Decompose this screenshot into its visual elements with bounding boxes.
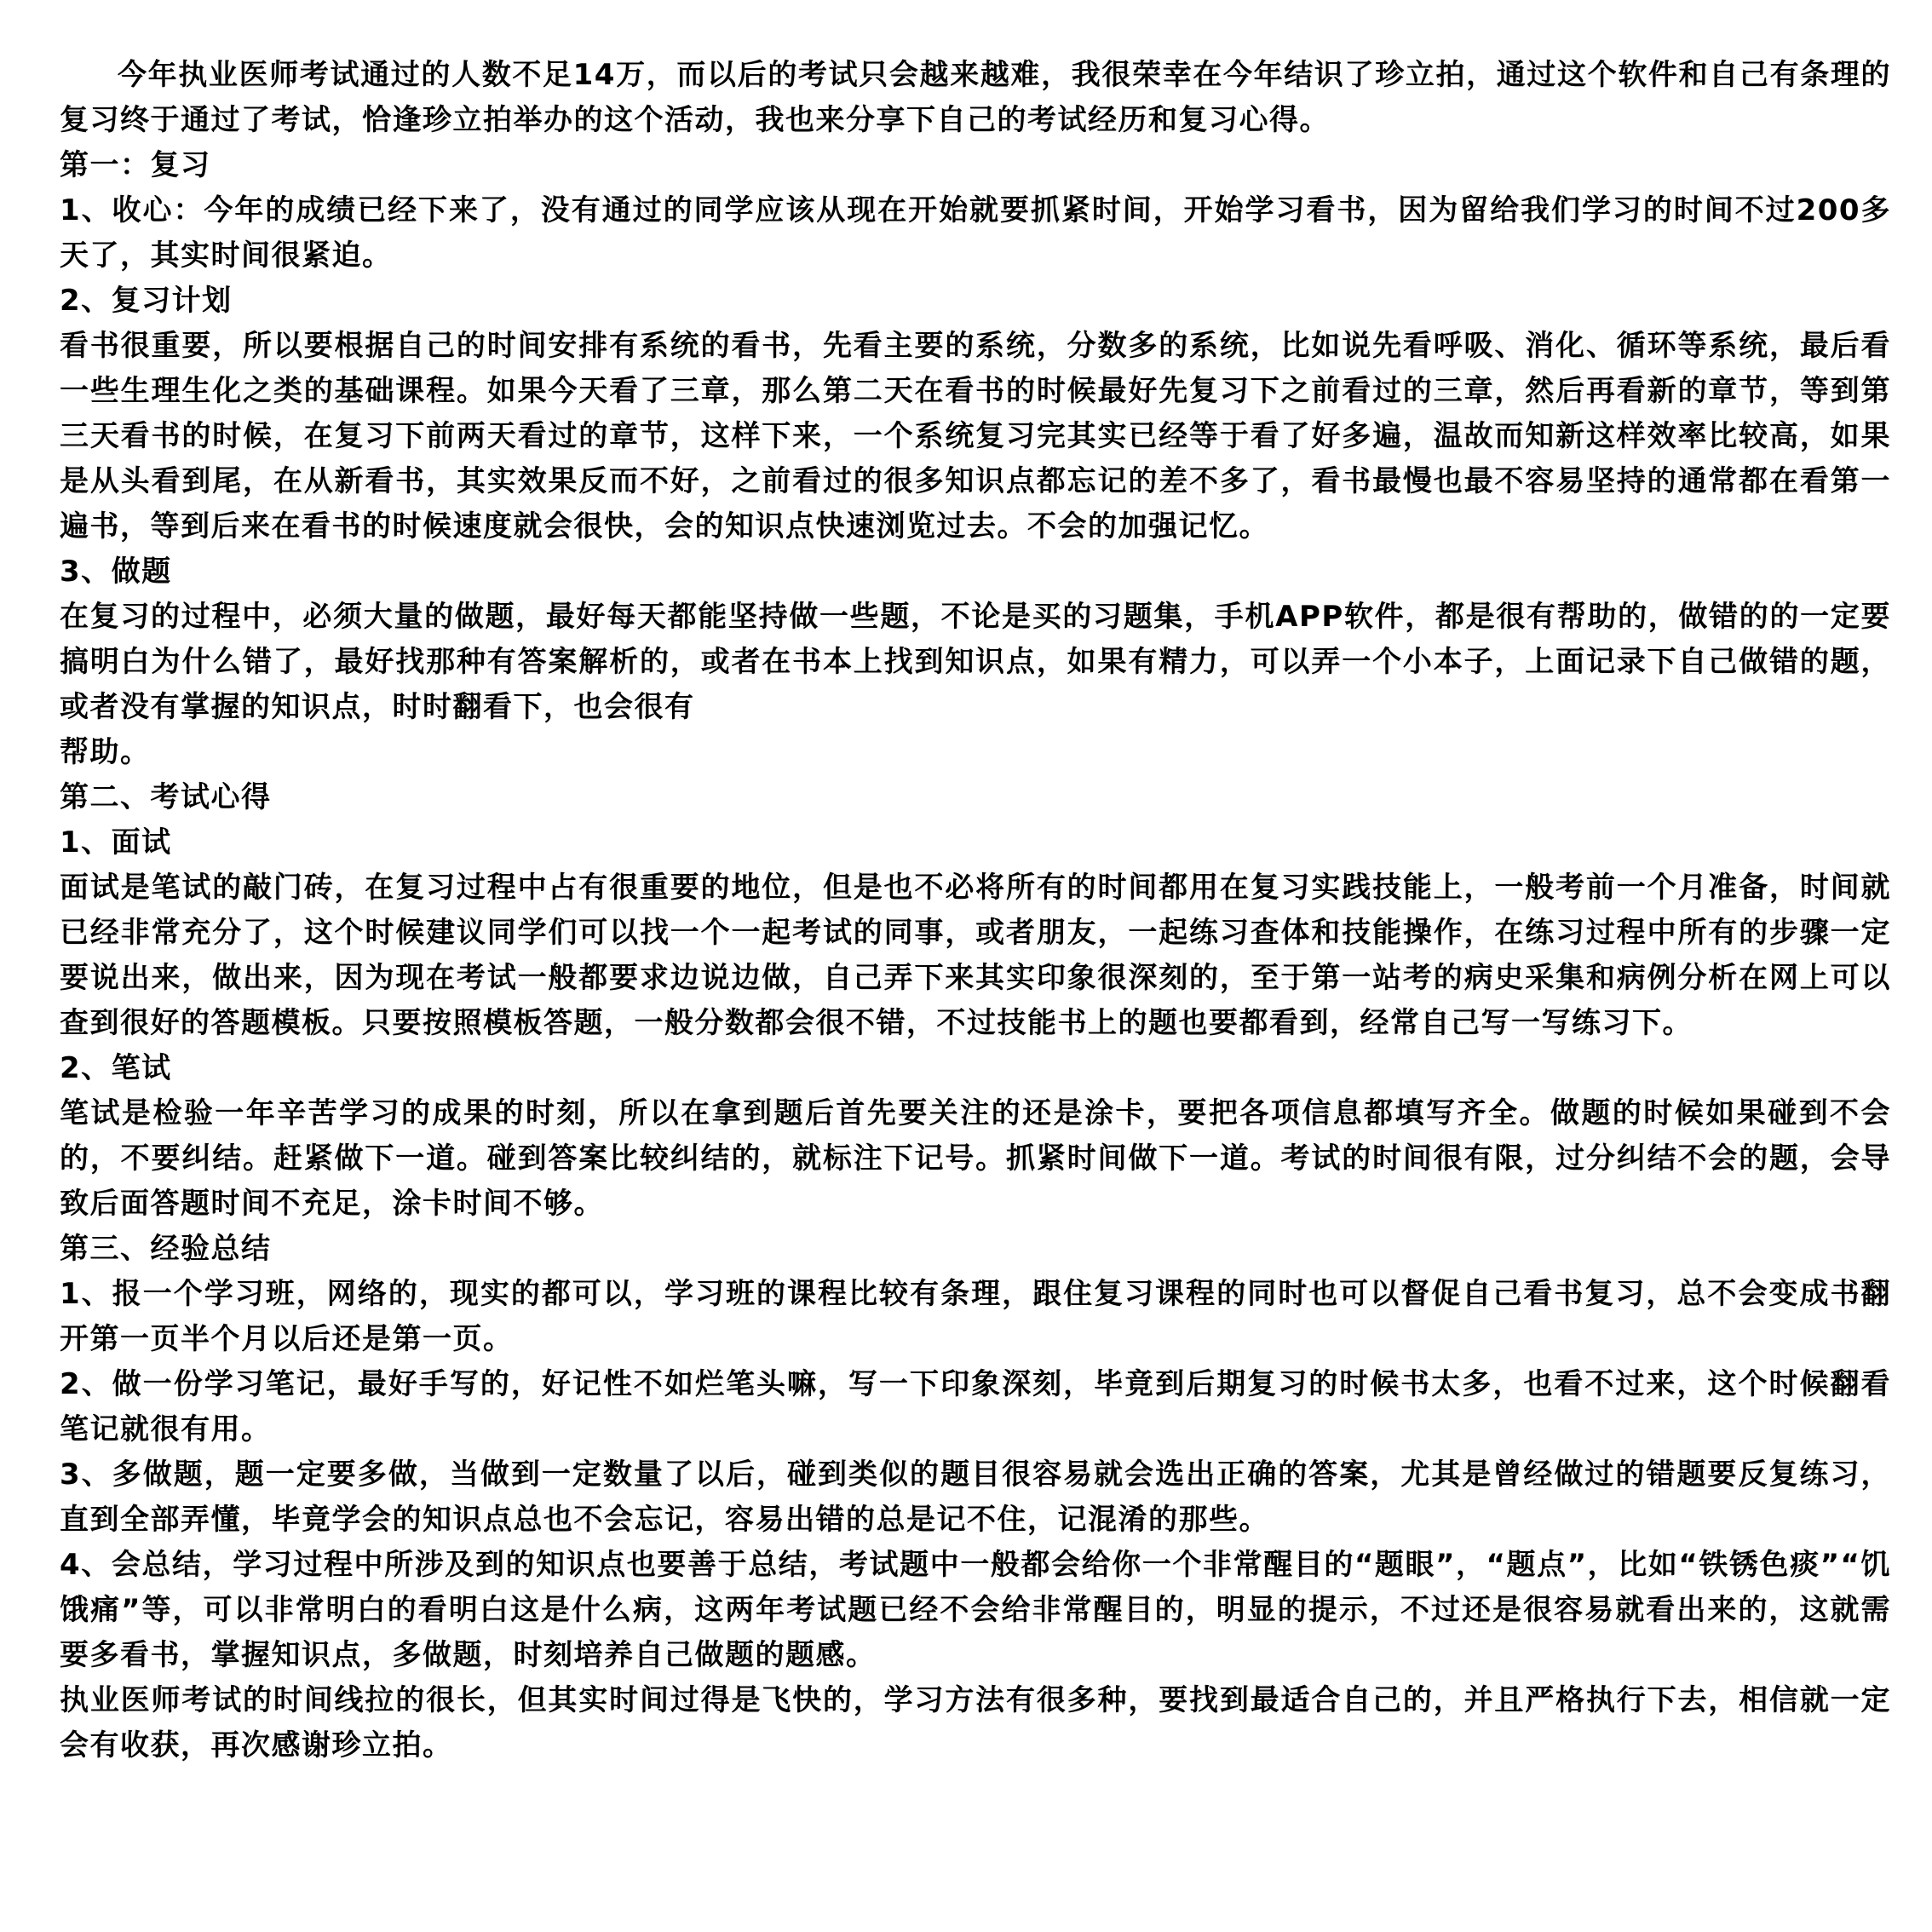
section-1-item-2-heading: 2、复习计划	[60, 284, 233, 318]
section-3-item-2: 2、做一份学习笔记，最好手写的，好记性不如烂笔头嘛，写一下印象深刻，毕竟到后期复习的时候书太多，也看不过来，这个时候翻看笔记就很有用。	[60, 1367, 1891, 1446]
conclusion-paragraph: 执业医师考试的时间线拉的很长，但其实时间过得是飞快的，学习方法有很多种，要找到最适合自己的，并且严格执行下去，相信就一定会有收获，再次感谢珍立拍。	[60, 1683, 1891, 1762]
section-3-heading: 第三、经验总结	[60, 1232, 272, 1266]
section-3-item-3: 3、多做题，题一定要多做，当做到一定数量了以后，碰到类似的题目很容易就会选出正确的答案，尤其是曾经做过的错题要反复练习，直到全部弄懂，毕竟学会的知识点总也不会忘记，容易出错的总是记不住，记混淆的那些。	[60, 1458, 1891, 1537]
section-2-item-2-heading: 2、笔试	[60, 1051, 172, 1085]
section-1-item-2-body: 看书很重要，所以要根据自己的时间安排有系统的看书，先看主要的系统，分数多的系统，比如说先看呼吸、消化、循环等系统，最后看一些生理生化之类的基础课程。如果今天看了三章，那么第二天在看书的时候最好先复习下之前看过的三章，然后再看新的章节，等到第三天看书的时候，在复习下前两天看过的章节，这样下来，一个系统复习完其实已经等于看了好多遍，温故而知新这样效率比较高，如果是从头看到尾，在从新看书，其实效果反而不好，之前看过的很多知识点都忘记的差不多了，看书最慢也最不容易坚持的通常都在看第一遍书，等到后来在看书的时候速度就会很快，会的知识点快速浏览过去。不会的加强记忆。	[60, 329, 1891, 543]
section-1-heading: 第一：复习	[60, 148, 211, 182]
section-2-heading: 第二、考试心得	[60, 780, 272, 814]
intro-paragraph: 今年执业医师考试通过的人数不足14万，而以后的考试只会越来越难，我很荣幸在今年结识了珍立拍，通过这个软件和自己有条理的复习终于通过了考试，恰逢珍立拍举办的这个活动，我也来分享下自己的考试经历和复习心得。	[60, 58, 1891, 137]
section-1-item-3-body: 在复习的过程中，必须大量的做题，最好每天都能坚持做一些题，不论是买的习题集，手机APP软件，都是很有帮助的，做错的的一定要搞明白为什么错了，最好找那种有答案解析的，或者在书本上找到知识点，如果有精力，可以弄一个小本子，上面记录下自己做错的题，或者没有掌握的知识点，时时翻看下，也会很有	[60, 600, 1891, 724]
section-3-item-4: 4、会总结，学习过程中所涉及到的知识点也要善于总结，考试题中一般都会给你一个非常醒目的“题眼”，“题点”，比如“铁锈色痰”“饥饿痛”等，可以非常明白的看明白这是什么病，这两年考试题已经不会给非常醒目的，明显的提示，不过还是很容易就看出来的，这就需要多看书，掌握知识点，多做题，时刻培养自己做题的题感。	[60, 1548, 1891, 1672]
document-page	[60, 53, 1891, 1768]
section-2-item-1-heading: 1、面试	[60, 825, 172, 860]
section-2-item-1-body: 面试是笔试的敲门砖，在复习过程中占有很重要的地位，但是也不必将所有的时间都用在复习实践技能上，一般考前一个月准备，时间就已经非常充分了，这个时候建议同学们可以找一个一起考试的同事，或者朋友，一起练习查体和技能操作，在练习过程中所有的步骤一定要说出来，做出来，因为现在考试一般都要求边说边做，自己弄下来其实印象很深刻的，至于第一站考的病史采集和病例分析在网上可以查到很好的答题模板。只要按照模板答题，一般分数都会很不错，不过技能书上的题也要都看到，经常自己写一写练习下。	[60, 871, 1891, 1040]
section-2-item-2-body: 笔试是检验一年辛苦学习的成果的时刻，所以在拿到题后首先要关注的还是涂卡，要把各项信息都填写齐全。做题的时候如果碰到不会的，不要纠结。赶紧做下一道。碰到答案比较纠结的，就标注下记号。抓紧时间做下一道。考试的时间很有限，过分纠结不会的题，会导致后面答题时间不充足，涂卡时间不够。	[60, 1096, 1891, 1221]
section-1-item-3-heading: 3、做题	[60, 555, 172, 589]
section-1-item-1: 1、收心：今年的成绩已经下来了，没有通过的同学应该从现在开始就要抓紧时间，开始学习看书，因为留给我们学习的时间不过200多天了，其实时间很紧迫。	[60, 193, 1891, 273]
section-3-item-1: 1、报一个学习班，网络的，现实的都可以，学习班的课程比较有条理，跟住复习课程的同时也可以督促自己看书复习，总不会变成书翻开第一页半个月以后还是第一页。	[60, 1277, 1891, 1356]
section-1-item-3-tail: 帮助。	[60, 735, 151, 769]
